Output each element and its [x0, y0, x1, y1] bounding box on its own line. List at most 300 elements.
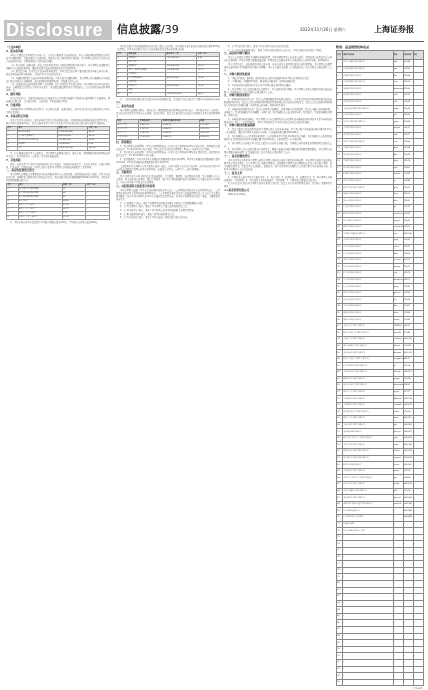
table-cell: -	[165, 81, 196, 85]
table-cell: 5ifund	[393, 343, 403, 350]
table-cell: -	[413, 416, 423, 423]
section-heading: 三、基金的业绩	[116, 104, 135, 108]
table-cell: 60	[337, 449, 343, 456]
table-cell: ceb	[393, 139, 403, 146]
section-heading: 五、其他费用	[116, 171, 132, 175]
table-cell: 21.60	[62, 204, 86, 208]
table-cell: -	[413, 567, 423, 574]
body-paragraph: 基金合同生效后，若出现新的证券交易市场、证券交易所交易时间变更或其他特殊情况，基金管理人将视情况对前述开放日及开放时间进行相应的调整，但应在实施日前依照《信息披露办法》的有关规定在规定媒介上公告。	[224, 62, 332, 72]
table-cell: 4006-8	[403, 475, 413, 482]
table-cell: 宁波银行股份有限公司	[343, 158, 393, 165]
table-cell: -	[403, 561, 413, 568]
table-cell: -	[393, 627, 403, 634]
table-cell: -	[343, 561, 393, 568]
table-cell: bob	[393, 152, 403, 159]
table-cell: -	[86, 208, 110, 212]
table-cell: 95398	[403, 172, 413, 179]
table-cell: 北京银行股份有限公司	[343, 152, 393, 159]
table-cell: 东方证券股份有限公司	[343, 251, 393, 258]
table-cell: 2,601,730,000	[57, 146, 87, 150]
table-cell: 92	[337, 660, 343, 667]
body-paragraph: （4）实施备用的流动性风险管理工具的情形、程序及对投资者的潜在影响：基金管理人经与基金托管人协商，在确保投资者得到公平对待的前提下，可依照法律法规及基金合同的约定，综合运用各类流动性风险管理工具。	[6, 83, 110, 93]
table-cell: -	[403, 547, 413, 554]
table-cell: 95571	[403, 277, 413, 284]
table-cell: 31	[337, 257, 343, 264]
body-paragraph: 基金运作过程中，可能因内部控制存在缺陷或者人为因素造成操作失误或违反操作规程等引致风险，例如越权违规交易、会计部门欺诈、交易错误、IT系统故障等风险。	[6, 97, 110, 104]
table-cell: 合计	[17, 146, 57, 150]
table-cell: -	[343, 613, 393, 620]
body-paragraph: 本基金的登记业务由基金管理人或基金管理人委托的其他符合条件的机构办理。基金管理人委托其他机构办理本基金登记业务的，应与代理人签订委托代理协议，以明确基金管理人和代理机构在投资人基金账户管理、基金份额注册登记、清算及基金交易确认、发放红利、建立并保管基金份额持有人名册等事宜中的权利和义务，保护基金份额持有人的合法权益。	[224, 158, 332, 171]
table-cell: -	[413, 422, 423, 429]
table-cell: -	[413, 383, 423, 390]
table-cell: 7	[117, 81, 128, 85]
table-cell: 400-678	[403, 449, 413, 456]
table-cell: 23	[337, 205, 343, 212]
body-paragraph: 合规风险指基金管理或运作过程中，违反国家法律、法规的规定，或者基金投资违反法规及基金合同有关规定的风险。	[6, 107, 110, 114]
table-cell: -	[403, 646, 413, 653]
table-header-row	[117, 53, 220, 57]
table-cell: 过去三个月	[117, 123, 139, 127]
table-row	[337, 165, 424, 172]
section-heading: 4、操作风险	[6, 93, 21, 97]
table-cell: 北京展恒基金销售股份有限公司	[343, 455, 393, 462]
table-cell: -	[343, 627, 393, 634]
body-paragraph: 3、基金管理人可以规定单个投资人累计持有的基金份额上限，具体规定请参见更新的招募说明书或相关公告。	[224, 141, 332, 148]
body-paragraph: 战争、自然灾害等不可抗力可能导致基金资产的损失，影响基金收益水平，从而带来风险。金融市场危机、行业竞争、代理商违约、托管人违约等超出基金管理人自身直接控制能力之外的风险。	[6, 162, 110, 169]
table-cell: 报告期内平均剩余期限	[18, 188, 62, 192]
table-cell: 南京苏宁基金销售有限公司	[343, 389, 393, 396]
table-cell: 64	[337, 475, 343, 482]
body-paragraph: （2）拟投资市场、行业及资产的流动性风险评估：本基金投资的市场主要为银行间市场和交易所市场，投资品种的流动性总体较好，可满足基金日常运作的需求。	[6, 70, 110, 77]
table-row	[337, 350, 424, 357]
table-cell: 其他资产	[17, 142, 57, 146]
table-row	[337, 561, 424, 568]
table-cell: 上海利得基金销售有限公司	[343, 402, 393, 409]
table-cell: cib	[393, 112, 403, 119]
table-cell: hzbank	[393, 172, 403, 179]
table-cell: -	[86, 204, 110, 208]
table-cell: -	[343, 567, 393, 574]
table-cell: 48.21	[197, 93, 220, 97]
table-cell: 珠海盈米基金销售有限公司	[343, 376, 393, 383]
body-paragraph: 3、在"基金托管人"部分，更新了基金托管人的基本情况和相关业务经营情况。	[120, 208, 196, 212]
table-cell: -	[413, 600, 423, 607]
table-cell: -	[413, 99, 423, 106]
table-cell: 95533	[403, 79, 413, 86]
table-cell: ctsec	[393, 310, 403, 317]
table-cell: -	[86, 216, 110, 220]
table-cell: 1	[7, 130, 18, 134]
table-cell: 0.2571%	[199, 127, 219, 131]
table-cell: 95526	[403, 152, 413, 159]
table-row	[337, 119, 424, 126]
table-cell: 12.13	[197, 65, 220, 69]
table-cell: -	[413, 158, 423, 165]
table-row	[337, 86, 424, 93]
table-cell: 57	[337, 429, 343, 436]
table-cell: 38.45	[62, 200, 86, 204]
table-cell: 95055	[403, 383, 413, 390]
table-cell: -	[413, 238, 423, 245]
body-paragraph: 1、在"重要提示"部分，更新了招募说明书所载内容截止日期及有关财务数据截止日期。	[120, 201, 205, 205]
table-cell: 业绩比较基准收益率	[162, 119, 200, 123]
table-cell: 400-021	[403, 429, 413, 436]
table-cell: 中信证券股份有限公司	[343, 178, 393, 185]
table-cell: 过去一年	[117, 131, 139, 135]
section-name: 信息披露	[117, 23, 161, 36]
table-cell: 400-799	[403, 442, 413, 449]
table-cell: -	[413, 409, 423, 416]
table-cell: 77	[337, 561, 343, 568]
table-cell: 中国国际金融股份有限公司	[343, 231, 393, 238]
table-cell: -	[403, 627, 413, 634]
table-cell: 3	[337, 73, 343, 80]
text-column-3	[224, 45, 332, 622]
table-row	[337, 679, 424, 686]
text-column-1	[6, 45, 110, 622]
table-cell: -	[413, 376, 423, 383]
table-cell: 12.8765%	[139, 135, 162, 139]
table-cell: 2	[117, 61, 128, 65]
table-cell: -	[403, 567, 413, 574]
table-cell: -	[413, 60, 423, 67]
table-cell: -	[393, 521, 403, 528]
table-cell: -	[413, 580, 423, 587]
table-cell: essence	[393, 257, 403, 264]
table-cell: -	[403, 633, 413, 640]
table-cell: 方正证券股份有限公司	[343, 277, 393, 284]
table-row	[337, 185, 424, 192]
table-cell: -	[413, 343, 423, 350]
table-cell: 安信证券股份有限公司	[343, 257, 393, 264]
table-row	[337, 218, 424, 225]
table-cell: -	[393, 547, 403, 554]
table-cell: -	[413, 350, 423, 357]
table-cell: myfund	[393, 455, 403, 462]
table-cell: 兴业银行股份有限公司	[343, 112, 393, 119]
table-cell: lufunds	[393, 369, 403, 376]
table-cell: -	[413, 402, 423, 409]
table-cell: -	[413, 442, 423, 449]
table-cell: 25	[337, 218, 343, 225]
table-cell: 9.33	[62, 212, 86, 216]
table-cell: 95565	[403, 211, 413, 218]
table-cell: 65	[337, 482, 343, 489]
table-cell: 中国银行股份有限公司	[343, 73, 393, 80]
table-cell: 基金管理人直销中心	[343, 508, 393, 515]
table-row	[337, 528, 424, 535]
table-cell: -	[393, 613, 403, 620]
page-number: /39	[161, 23, 179, 36]
table-cell: -	[413, 218, 423, 225]
table-cell: 债券品种	[128, 53, 166, 57]
table-cell: 95597	[403, 198, 413, 205]
table-cell: 银行存款和结算备付金	[17, 138, 57, 142]
table-cell: -	[343, 580, 393, 587]
table-cell: 20	[337, 185, 343, 192]
table-cell: fund123	[393, 330, 403, 337]
table-row	[337, 106, 424, 113]
table-cell: -	[393, 541, 403, 548]
column-header: 备注	[413, 51, 423, 60]
table-cell: 0.1118%	[199, 123, 219, 127]
body-paragraph: 基金投资组合中的债券按照实际利率法计算其公允价值，报告期内未发生偏离度的绝对值达到0.25%以上的情况，本基金投资组合中资产支持证券的投资比例未超过规定标准。	[116, 45, 220, 51]
table-cell: -	[86, 188, 110, 192]
table-cell: 66liantai	[393, 396, 403, 403]
body-paragraph: （3）巨额赎回情形下的流动性风险管理措施：当基金发生巨额赎回时，基金管理人可以根据基金当时的资产组合状况决定全额赎回、部分延期赎回或暂停赎回，并按规定进行公告。	[6, 76, 110, 83]
table-cell: dzh	[393, 488, 403, 495]
table-cell: 10	[117, 93, 128, 97]
table-cell: 企业短期融资券	[128, 77, 166, 81]
table-cell: -	[413, 435, 423, 442]
table-cell: -	[413, 119, 423, 126]
table-cell: -	[413, 106, 423, 113]
table-cell: zts	[393, 297, 403, 304]
table-row	[7, 146, 110, 150]
table-cell: -	[86, 200, 110, 204]
body-paragraph: 2022年11月26日	[228, 193, 246, 197]
table-cell: -	[413, 244, 423, 251]
table-cell: 400-609	[403, 435, 413, 442]
body-paragraph: 基金管理人依照恪尽职守、诚实信用、谨慎勤勉的原则管理和运用基金资产，但不保证基金一定盈利。基金的过往业绩并不代表其未来表现。投资有风险，投资者在做出投资决策前应仔细阅读本基金的招募说明书。	[116, 108, 220, 118]
table-cell: -	[403, 666, 413, 673]
table-cell: ebscn	[393, 244, 403, 251]
table-cell: -	[413, 205, 423, 212]
table-cell: -	[413, 185, 423, 192]
table-cell: htsec	[393, 191, 403, 198]
table-cell: -	[393, 580, 403, 587]
table-cell: njcb	[393, 165, 403, 172]
table-cell: -	[413, 389, 423, 396]
table-cell: 以基金管理人网站公示为准	[343, 528, 393, 535]
table-cell: 平安银行股份有限公司	[343, 125, 393, 132]
table-cell: nbcb	[393, 158, 403, 165]
table-cell: 701,450,000	[57, 138, 87, 142]
table-cell: -	[413, 501, 423, 508]
table-cell: 金融债券	[128, 65, 166, 69]
table-cell: 100.00	[88, 146, 110, 150]
table-row	[337, 99, 424, 106]
table-cell: 95595	[403, 139, 413, 146]
table-cell: 95568	[403, 119, 413, 126]
table-cell: -	[413, 330, 423, 337]
table-cell: 京东肯特瑞基金销售有限公司	[343, 363, 393, 370]
table-cell: 47	[337, 363, 343, 370]
table-cell: -	[393, 508, 403, 515]
table-cell: 18	[337, 172, 343, 179]
table-cell: 3	[7, 196, 19, 200]
table-cell: 央行票据	[128, 61, 166, 65]
table-cell: 8	[117, 85, 128, 89]
table-cell: -	[413, 646, 423, 653]
table-cell: gtja	[393, 185, 403, 192]
sales-agency-table	[336, 50, 424, 686]
table-cell: -	[413, 521, 423, 528]
table-cell: -	[413, 666, 423, 673]
table-cell: 49	[337, 376, 343, 383]
table-cell: 13,980,000	[57, 142, 87, 146]
table-row	[337, 191, 424, 198]
table-cell: 68	[337, 501, 343, 508]
table-cell: -	[393, 653, 403, 660]
table-row	[7, 134, 110, 138]
data-table	[6, 126, 110, 151]
table-cell: 南京银行股份有限公司	[343, 165, 393, 172]
table-cell: 3	[117, 65, 128, 69]
section-heading: 十一、基金份额的登记	[224, 154, 250, 158]
table-row	[337, 653, 424, 660]
table-cell: -	[413, 86, 423, 93]
table-cell: -	[413, 172, 423, 179]
table-row	[337, 534, 424, 541]
table-cell: -	[413, 613, 423, 620]
table-row	[337, 627, 424, 634]
section-heading: 八、申购与赎回的原则	[224, 72, 250, 76]
continued-note: （下转40版）	[411, 688, 424, 690]
table-cell: 95538	[403, 297, 413, 304]
table-cell: 95511	[403, 264, 413, 271]
table-cell: 杭州银行股份有限公司	[343, 172, 393, 179]
table-row	[337, 389, 424, 396]
table-cell: 15	[337, 152, 343, 159]
table-cell: 89	[337, 640, 343, 647]
table-row	[337, 613, 424, 620]
table-cell: 泰信财富基金销售有限公司	[343, 495, 393, 502]
table-cell: -	[413, 92, 423, 99]
table-cell: 020-89	[403, 376, 413, 383]
table-cell: 58	[337, 435, 343, 442]
table-cell: 腾安基金销售（深圳）有限公司	[343, 356, 393, 363]
table-cell: dwzq	[393, 284, 403, 291]
table-row	[337, 60, 424, 67]
table-cell: 9	[117, 89, 128, 93]
table-cell: -	[413, 145, 423, 152]
table-cell: 蚂蚁（杭州）基金销售有限公司	[343, 330, 393, 337]
table-row	[337, 514, 424, 521]
table-cell: snjijin	[393, 389, 403, 396]
table-cell: -	[413, 303, 423, 310]
table-cell: 交通银行股份有限公司	[343, 86, 393, 93]
table-cell: 中国建设银行股份有限公司	[343, 79, 393, 86]
table-cell: 30	[337, 251, 343, 258]
table-cell: 序号	[7, 184, 19, 188]
body-paragraph: 2、申购和赎回的款项支付：投资人申购基金份额时，必须全额交付申购款项，投资人全额交付申购款项，申购成立；登记机构确认基金份额时，申购生效。基金份额持有人递交赎回申请，赎回成立；登记机构确认赎回时，赎回生效。	[224, 107, 332, 117]
table-cell: wind	[393, 442, 403, 449]
table-cell: 中国农业银行股份有限公司	[343, 66, 393, 73]
table-cell: 兴业证券股份有限公司	[343, 238, 393, 245]
table-cell: -	[413, 323, 423, 330]
body-paragraph: 1、投资人通过其他销售机构和基金管理人网上交易系统申购，单个基金账户单笔最低申购金额为0.01元（含申购费）；通过基金管理人直销中心申购，首次最低申购金额为50,000元。	[224, 128, 332, 135]
table-row	[337, 343, 424, 350]
table-cell: -	[413, 66, 423, 73]
table-cell: -	[403, 679, 413, 686]
table-cell: 和讯信息科技有限公司	[343, 462, 393, 469]
table-row	[337, 152, 424, 159]
table-cell: 0.4521%	[139, 123, 162, 127]
table-row	[337, 323, 424, 330]
table-cell: -	[393, 528, 403, 535]
table-cell: -	[343, 679, 393, 686]
table-cell: -	[403, 600, 413, 607]
table-cell: -	[413, 271, 423, 278]
body-paragraph: 注：以上数据来源于基金定期报告，基金管理人依照恪尽职守、诚实信用、谨慎勤勉的原则管理和运用基金资产，但不保证基金一定盈利，也不保证最低收益。	[6, 151, 110, 158]
table-cell: -	[403, 528, 413, 535]
table-cell: -	[393, 620, 403, 627]
table-cell: 12.13	[197, 69, 220, 73]
table-cell: 84	[337, 607, 343, 614]
table-row	[337, 231, 424, 238]
table-cell: 40	[337, 317, 343, 324]
body-paragraph: 1、基金管理人的管理费：本基金的管理费按前一日基金资产净值的0.27%年费率计提。管理费的计算方法如下：H＝E×0.27%÷当年天数，H为每日应计提的基金管理费，E为前一日的基金资产净值。	[116, 144, 220, 151]
table-cell: 408,200,000	[165, 77, 196, 81]
table-cell: 占比（%）	[86, 184, 110, 188]
table-cell: 52	[337, 396, 343, 403]
body-paragraph: 投资人在开放日办理基金份额的申购和赎回，具体办理时间为上海证券交易所、深圳证券交易所的正常交易日的交易时间，但基金管理人根据法律法规、中国证监会的要求或基金合同的规定公告暂停申购、赎回时除外。	[224, 56, 332, 63]
table-cell: 宜信普泽（北京）基金销售有限公司	[343, 435, 393, 442]
table-cell: 95521	[403, 185, 413, 192]
table-cell: 19	[337, 178, 343, 185]
table-cell: 400-920	[403, 462, 413, 469]
table-cell: 企业债券	[128, 73, 166, 77]
table-cell: -	[393, 567, 403, 574]
table-cell: 95118	[403, 363, 413, 370]
table-cell: 410,000,000	[165, 85, 196, 89]
section-heading: （上接38版）	[6, 45, 23, 49]
table-row	[337, 251, 424, 258]
table-cell: 固定收益投资	[17, 130, 57, 134]
table-row	[337, 369, 424, 376]
table-cell: 6	[117, 77, 128, 81]
table-cell: 95574	[403, 158, 413, 165]
table-cell: cmbc	[393, 119, 403, 126]
table-row	[337, 317, 424, 324]
table-row	[337, 73, 424, 80]
table-row	[337, 383, 424, 390]
table-cell: htsc	[393, 198, 403, 205]
table-cell: 95575	[403, 205, 413, 212]
table-cell: 952555	[403, 343, 413, 350]
table-row	[337, 264, 424, 271]
table-cell: -	[413, 152, 423, 159]
body-paragraph: 6、在"基金的业绩"部分，更新了基金合同生效以来的投资业绩。	[228, 45, 291, 48]
table-cell: 95579	[403, 271, 413, 278]
table-cell: citic	[393, 99, 403, 106]
section-heading: 7、其他风险	[6, 158, 21, 162]
table-cell: 021-20	[403, 488, 413, 495]
table-cell: taixincf	[393, 495, 403, 502]
table-cell: 98	[62, 192, 86, 196]
table-row	[337, 244, 424, 251]
table-cell: 400-032	[403, 402, 413, 409]
column-header: 客服电话	[403, 51, 413, 60]
table-row	[337, 541, 424, 548]
table-cell: 95561	[403, 112, 413, 119]
table-cell: swhysc	[393, 218, 403, 225]
table-cell: 67	[337, 495, 343, 502]
table-cell: zlfund	[393, 449, 403, 456]
table-cell: 632,000,000	[57, 134, 87, 138]
table-cell: 95566	[403, 73, 413, 80]
table-cell: -	[393, 660, 403, 667]
table-cell: -	[413, 640, 423, 647]
body-paragraph: 1、中国证监会准予本基金注册的文件；2、基金合同；3、托管协议；4、法律意见书；5、基金管理人业务资格批件、营业执照；6、基金托管人业务资格批件、营业执照；7、中国证监会要求的其他文件。	[224, 175, 332, 182]
table-cell: -	[413, 297, 423, 304]
table-cell: 95594	[403, 145, 413, 152]
table-cell: 41	[337, 323, 343, 330]
table-cell: -	[393, 587, 403, 594]
table-cell: 30天以内	[18, 200, 62, 204]
table-cell: 35	[337, 284, 343, 291]
